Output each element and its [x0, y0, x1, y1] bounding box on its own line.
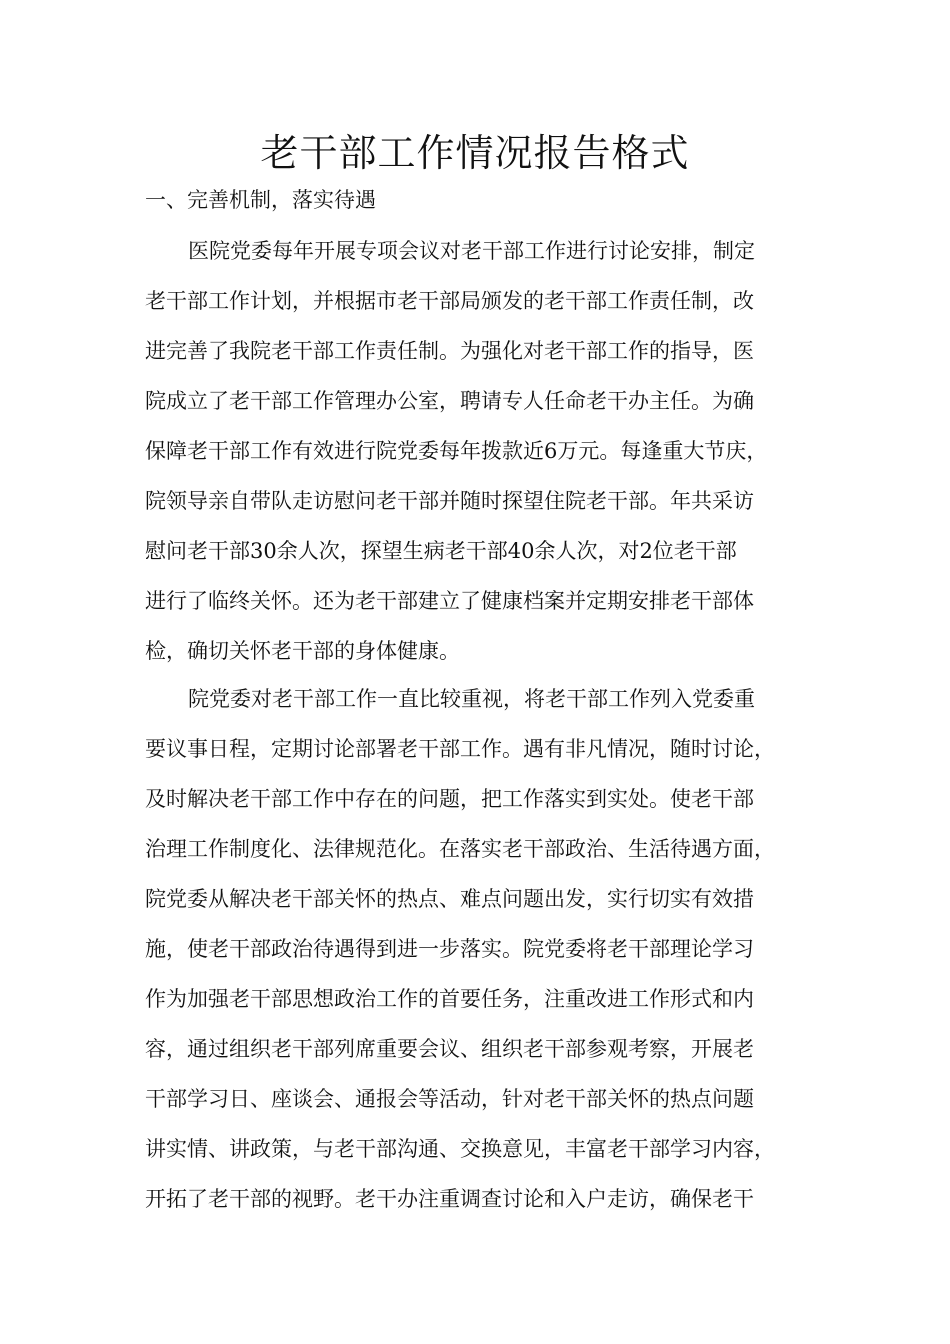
paragraph-2-line: 容，通过组织老干部列席重要会议、组织老干部参观考察，开展老 — [145, 1037, 754, 1061]
paragraph-1-line: 院领导亲自带队走访慰问老干部并随时探望住院老干部。年共采访 — [145, 489, 754, 513]
paragraph-2-line: 要议事日程，定期讨论部署老干部工作。遇有非凡情况，随时讨论， — [145, 737, 775, 761]
paragraph-1-line: 保障老干部工作有效进行院党委每年拨款近6万元。每逢重大节庆， — [145, 439, 768, 463]
paragraph-1-line: 医院党委每年开展专项会议对老干部工作进行讨论安排，制定 — [188, 239, 755, 263]
paragraph-2-line: 院党委从解决老干部关怀的热点、难点问题出发，实行切实有效措 — [145, 887, 754, 911]
paragraph-2-line: 作为加强老干部思想政治工作的首要任务，注重改进工作形式和内 — [145, 987, 754, 1011]
paragraph-2-line: 开拓了老干部的视野。老干办注重调查讨论和入户走访，确保老干 — [145, 1187, 754, 1211]
paragraph-2-line: 施，使老干部政治待遇得到进一步落实。院党委将老干部理论学习 — [145, 937, 754, 961]
paragraph-1-line: 院成立了老干部工作管理办公室，聘请专人任命老干办主任。为确 — [145, 389, 754, 413]
paragraph-2-line: 治理工作制度化、法律规范化。在落实老干部政治、生活待遇方面， — [145, 837, 775, 861]
paragraph-1-line: 进完善了我院老干部工作责任制。为强化对老干部工作的指导，医 — [145, 339, 754, 363]
paragraph-2-line: 及时解决老干部工作中存在的问题，把工作落实到实处。使老干部 — [145, 787, 754, 811]
paragraph-2-line: 院党委对老干部工作一直比较重视，将老干部工作列入党委重 — [188, 687, 755, 711]
section-heading: 一、完善机制，落实待遇 — [145, 188, 376, 212]
paragraph-1-line: 检，确切关怀老干部的身体健康。 — [145, 639, 460, 663]
paragraph-1-line: 老干部工作计划，并根据市老干部局颁发的老干部工作责任制，改 — [145, 289, 754, 313]
paragraph-2-line: 讲实情、讲政策，与老干部沟通、交换意见，丰富老干部学习内容， — [145, 1137, 775, 1161]
paragraph-2-line: 干部学习日、座谈会、通报会等活动，针对老干部关怀的热点问题 — [145, 1087, 754, 1111]
page-title: 老干部工作情况报告格式 — [260, 131, 690, 175]
paragraph-1-line: 慰问老干部30余人次，探望生病老干部40余人次，对2位老干部 — [145, 539, 737, 563]
paragraph-1-line: 进行了临终关怀。还为老干部建立了健康档案并定期安排老干部体 — [145, 589, 754, 613]
